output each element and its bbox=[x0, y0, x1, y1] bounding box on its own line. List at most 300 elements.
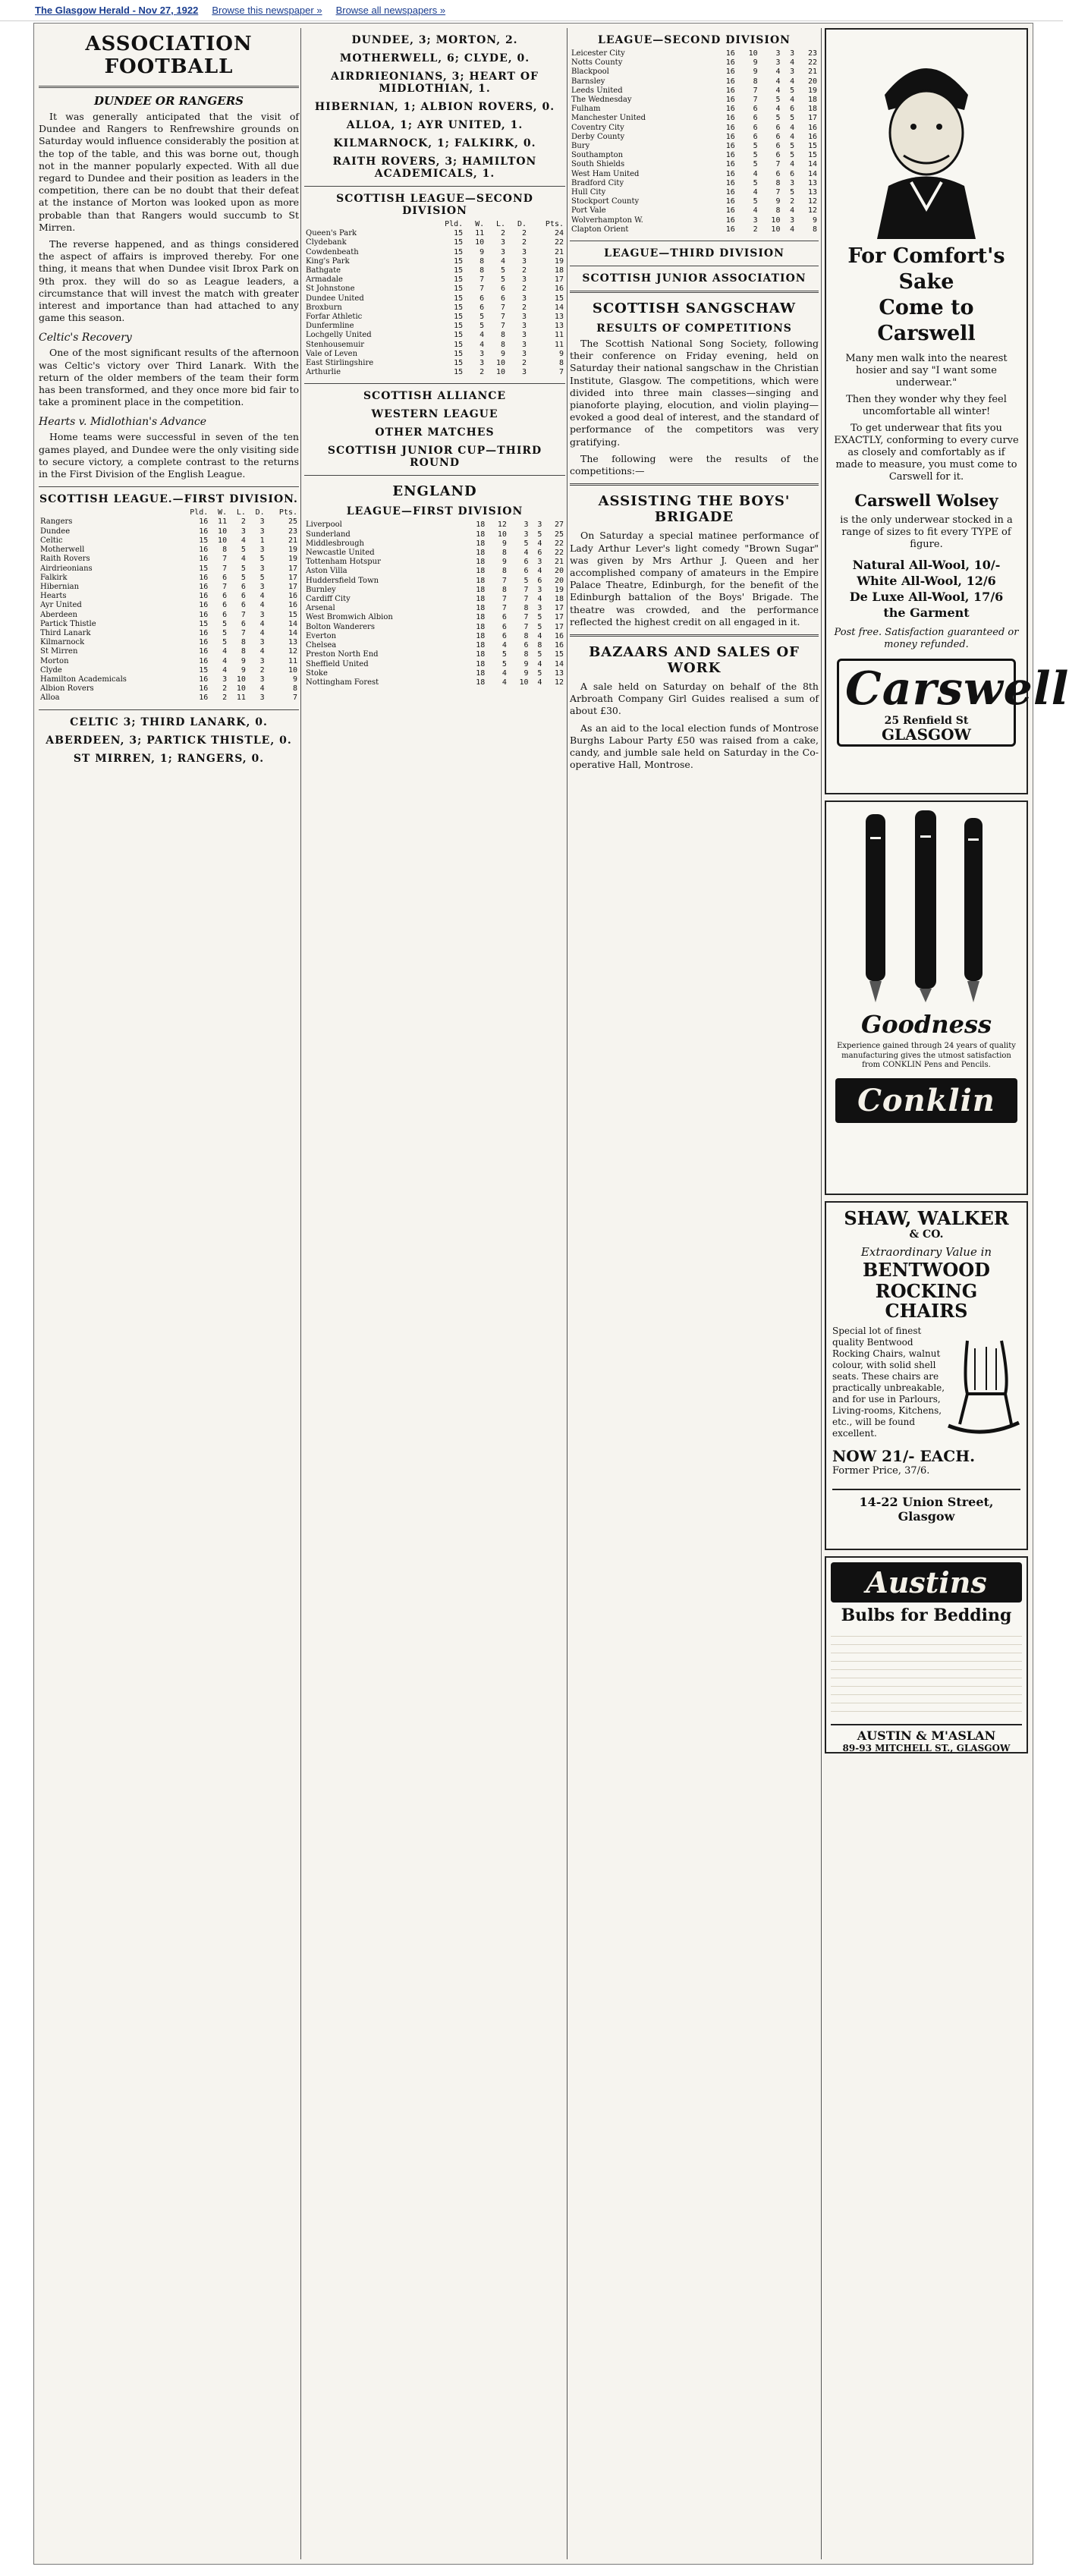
table-cell: 7 bbox=[222, 582, 228, 591]
table-cell: 16 bbox=[199, 647, 209, 656]
table-cell: 4 bbox=[501, 256, 506, 266]
table-row bbox=[304, 521, 565, 530]
table-cell: 7 bbox=[479, 285, 485, 294]
table-cell: 3 bbox=[775, 58, 781, 68]
table-row bbox=[304, 604, 565, 613]
table-cell: Tottenham Hotspur bbox=[306, 558, 381, 567]
table-row bbox=[570, 197, 819, 206]
table-row bbox=[304, 669, 565, 678]
table-cell: Vale of Leven bbox=[306, 349, 358, 358]
table-cell: 12 bbox=[288, 647, 297, 656]
table-cell: 3 bbox=[523, 530, 529, 539]
table-row bbox=[304, 229, 565, 238]
table-cell: 2 bbox=[222, 684, 228, 694]
table-row bbox=[570, 160, 819, 169]
table-cell: 16 bbox=[199, 684, 209, 694]
table-cell: 13 bbox=[288, 638, 297, 647]
table-row bbox=[304, 350, 565, 359]
table-cell: 21 bbox=[554, 558, 564, 567]
table-cell: 4 bbox=[537, 631, 542, 640]
league-table-second-division bbox=[304, 220, 565, 377]
column-1 bbox=[39, 28, 299, 2559]
table-cell: 3 bbox=[501, 247, 506, 256]
table-cell: 15 bbox=[554, 294, 564, 303]
table-cell: 11 bbox=[475, 229, 485, 238]
table-cell: 18 bbox=[476, 622, 486, 631]
table-cell: 4 bbox=[501, 678, 507, 687]
table-cell: 5 bbox=[790, 188, 795, 197]
table-cell: Bradford City bbox=[571, 178, 624, 187]
table-cell: 9 bbox=[753, 58, 758, 68]
table-cell: Alloa bbox=[40, 694, 60, 703]
table-cell: 6 bbox=[479, 294, 485, 303]
divider bbox=[39, 486, 299, 487]
table-cell: 24 bbox=[554, 229, 564, 238]
table-cell: 4 bbox=[790, 132, 795, 141]
article-paragraph: On Saturday a special matinee performance of Lady Arthur Lever's light comedy "Brown Sugar" was given by Mrs Arthur J. Queen and her accomplished company of amateurs in the Empire Palace Theatre, Edinburgh, for the benefit of the Edinburgh battalion of the Boys' Brigade. The theatre was crowded, and the performance reflected the highest credit on all engaged in it. bbox=[570, 530, 819, 627]
table-cell: 7 bbox=[775, 188, 781, 197]
table-cell: 13 bbox=[807, 178, 817, 187]
article-paragraph: The reverse happened, and as things considered the aspect of affairs is improved thereby. For one thing, it means that when Dundee visit Ibrox Park on 9th prox. they will do so as League leaders, a circumstance that will invest the match with greater interest and importance than had attached to any game this season. bbox=[39, 238, 299, 324]
table-row bbox=[304, 623, 565, 632]
table-cell: 8 bbox=[501, 340, 506, 349]
table-cell: 4 bbox=[537, 567, 542, 576]
table-cell: 3 bbox=[790, 49, 795, 58]
table-cell: 5 bbox=[259, 573, 265, 582]
table-row bbox=[304, 275, 565, 285]
table-cell: 2 bbox=[521, 238, 527, 247]
table-cell: 16 bbox=[725, 114, 735, 123]
table-cell: 6 bbox=[222, 592, 228, 601]
table-cell: 8 bbox=[775, 206, 781, 215]
table-cell: 5 bbox=[523, 576, 529, 585]
table-row bbox=[570, 124, 819, 133]
table-cell: 3 bbox=[521, 349, 527, 358]
table-cell: 18 bbox=[476, 530, 486, 539]
table-cell: 8 bbox=[241, 647, 246, 656]
table-cell: 7 bbox=[523, 622, 529, 631]
table-cell: 6 bbox=[775, 169, 781, 178]
table-cell: 12 bbox=[497, 521, 507, 530]
ad-headline: For Comfort's Sake bbox=[847, 244, 1005, 294]
table-row bbox=[304, 266, 565, 275]
carswell-logo bbox=[837, 659, 1069, 747]
table-cell: 9 bbox=[292, 675, 297, 684]
table-cell: 27 bbox=[554, 521, 564, 530]
table-cell: 4 bbox=[222, 665, 228, 675]
table-row bbox=[39, 565, 299, 574]
table-cell: 8 bbox=[241, 638, 246, 647]
table-cell: 4 bbox=[259, 628, 265, 637]
table-cell: 6 bbox=[523, 558, 529, 567]
table-cell: Bathgate bbox=[306, 266, 341, 275]
table-cell: 4 bbox=[222, 656, 228, 665]
table-cell: 16 bbox=[199, 517, 209, 527]
ad-product-name: Carswell Wolsey bbox=[854, 491, 998, 510]
table-cell: 14 bbox=[288, 619, 297, 628]
table-row bbox=[304, 257, 565, 266]
table-cell: 3 bbox=[259, 527, 265, 536]
table-cell: 4 bbox=[259, 592, 265, 601]
table-cell: King's Park bbox=[306, 256, 350, 266]
table-cell: 16 bbox=[199, 601, 209, 610]
table-cell: 16 bbox=[199, 675, 209, 684]
table-row bbox=[304, 322, 565, 331]
table-cell: 6 bbox=[501, 622, 507, 631]
newspaper-page bbox=[33, 23, 1069, 2565]
table-cell: St Mirren bbox=[40, 647, 78, 656]
section-title: Celtic's Recovery bbox=[39, 332, 132, 344]
table-row bbox=[304, 678, 565, 687]
table-cell: 2 bbox=[222, 694, 228, 703]
table-cell: 15 bbox=[454, 294, 464, 303]
table-row bbox=[304, 558, 565, 567]
price-line: White All-Wool, 12/6 bbox=[857, 574, 996, 588]
table-cell: 9 bbox=[501, 539, 507, 548]
table-header-cell: Pld. bbox=[445, 220, 464, 228]
table-cell: 4 bbox=[259, 647, 265, 656]
section-title: WESTERN LEAGUE bbox=[371, 408, 498, 421]
league-table-england-first bbox=[304, 521, 565, 687]
ad-company-name: AUSTIN & M'ASLAN bbox=[831, 1724, 1022, 1743]
table-cell: 9 bbox=[501, 349, 506, 358]
table-cell: 16 bbox=[725, 123, 735, 132]
table-row bbox=[570, 105, 819, 114]
table-cell: 18 bbox=[554, 595, 564, 604]
table-cell: 4 bbox=[790, 96, 795, 105]
table-cell: 3 bbox=[241, 527, 246, 536]
table-row bbox=[39, 517, 299, 527]
table-cell: Celtic bbox=[40, 536, 63, 545]
browse-newspaper-link[interactable]: Browse this newspaper » bbox=[212, 5, 322, 16]
table-cell: 3 bbox=[521, 294, 527, 303]
table-cell: Leicester City bbox=[571, 49, 625, 58]
table-cell: 4 bbox=[241, 555, 246, 564]
table-cell: 9 bbox=[812, 215, 817, 225]
table-cell: 16 bbox=[725, 132, 735, 141]
divider bbox=[39, 709, 299, 710]
table-cell: Manchester United bbox=[571, 114, 646, 123]
table-cell: 10 bbox=[519, 678, 529, 687]
table-cell: 7 bbox=[523, 613, 529, 622]
table-cell: 4 bbox=[775, 86, 781, 95]
table-cell: 5 bbox=[537, 622, 542, 631]
table-cell: Bolton Wanderers bbox=[306, 622, 375, 631]
table-cell: 4 bbox=[753, 206, 758, 215]
carswell-advertisement bbox=[825, 28, 1069, 794]
table-row bbox=[570, 133, 819, 142]
table-cell: 3 bbox=[259, 694, 265, 703]
table-cell: 5 bbox=[537, 668, 542, 678]
price-unit: the Garment bbox=[883, 605, 970, 620]
table-cell: 3 bbox=[521, 313, 527, 322]
table-cell: 15 bbox=[454, 285, 464, 294]
table-row bbox=[304, 660, 565, 669]
table-cell: Armadale bbox=[306, 275, 343, 285]
table-cell: 3 bbox=[259, 564, 265, 573]
section-title: SCOTTISH JUNIOR ASSOCIATION bbox=[582, 272, 806, 285]
table-cell: 5 bbox=[775, 114, 781, 123]
table-cell: 15 bbox=[454, 229, 464, 238]
table-cell: 4 bbox=[537, 539, 542, 548]
table-cell: 6 bbox=[222, 610, 228, 619]
table-cell: 6 bbox=[775, 123, 781, 132]
table-row bbox=[304, 304, 565, 313]
table-row bbox=[304, 331, 565, 340]
table-row bbox=[304, 341, 565, 350]
table-header-cell: D. bbox=[517, 220, 527, 228]
table-cell: Coventry City bbox=[571, 123, 624, 132]
table-cell: 16 bbox=[725, 169, 735, 178]
table-cell: 15 bbox=[454, 313, 464, 322]
table-cell: Sheffield United bbox=[306, 659, 369, 668]
table-cell: 2 bbox=[521, 303, 527, 312]
table-cell: 10 bbox=[218, 536, 228, 545]
table-cell: Stoke bbox=[306, 668, 328, 678]
table-cell: The Wednesday bbox=[571, 96, 632, 105]
table-cell: Dundee bbox=[40, 527, 71, 536]
table-cell: 7 bbox=[479, 275, 485, 285]
table-cell: 4 bbox=[259, 601, 265, 610]
table-cell: Ayr United bbox=[40, 601, 82, 610]
table-cell: 5 bbox=[479, 322, 485, 331]
ad-body-text: Special lot of finest quality Bentwood Rocking Chairs, walnut colour, with solid shell seats. These chairs are practically unbreakable, and for use in Parlours, Living-rooms, Kitchens, etc., will be found excellent. bbox=[832, 1326, 945, 1439]
table-cell: 4 bbox=[259, 619, 265, 628]
table-cell: 16 bbox=[807, 123, 817, 132]
table-cell: 14 bbox=[554, 659, 564, 668]
table-cell: 25 bbox=[554, 530, 564, 539]
table-cell: 8 bbox=[501, 331, 506, 340]
table-cell: Leeds United bbox=[571, 86, 623, 95]
table-cell: Lochgelly United bbox=[306, 331, 372, 340]
section-title: SCOTTISH JUNIOR CUP—THIRD ROUND bbox=[327, 445, 542, 470]
browse-all-newspapers-link[interactable]: Browse all newspapers » bbox=[335, 5, 446, 16]
table-cell: 10 bbox=[497, 530, 507, 539]
table-cell: 3 bbox=[259, 675, 265, 684]
table-cell: 5 bbox=[222, 619, 228, 628]
ad-body-text: Then they wonder why they feel uncomfortable all winter! bbox=[846, 394, 1007, 417]
table-cell: 7 bbox=[501, 595, 507, 604]
table-row bbox=[39, 694, 299, 703]
table-cell: 15 bbox=[454, 303, 464, 312]
table-cell: 8 bbox=[753, 77, 758, 86]
table-cell: 3 bbox=[537, 558, 542, 567]
table-cell: 3 bbox=[790, 68, 795, 77]
shaw-walker-advertisement bbox=[825, 1201, 1028, 1550]
table-cell: 11 bbox=[554, 340, 564, 349]
table-cell: Aston Villa bbox=[306, 567, 347, 576]
table-cell: Falkirk bbox=[40, 573, 68, 582]
table-cell: 11 bbox=[554, 331, 564, 340]
table-cell: 5 bbox=[537, 613, 542, 622]
table-cell: Motherwell bbox=[40, 546, 85, 555]
table-cell: 13 bbox=[554, 322, 564, 331]
table-header-cell: W. bbox=[475, 220, 485, 228]
table-cell: 8 bbox=[501, 585, 507, 594]
table-cell: 7 bbox=[501, 604, 507, 613]
table-cell: 6 bbox=[753, 105, 758, 114]
austins-advertisement bbox=[825, 1556, 1028, 1754]
table-cell: 11 bbox=[218, 517, 228, 527]
table-title: LEAGUE—SECOND DIVISION bbox=[598, 34, 791, 46]
table-title: SCOTTISH LEAGUE—SECOND DIVISION bbox=[336, 193, 533, 217]
table-cell: Cowdenbeath bbox=[306, 247, 359, 256]
table-cell: 3 bbox=[479, 359, 485, 368]
column-4-ads bbox=[825, 28, 1069, 2559]
table-cell: 6 bbox=[501, 613, 507, 622]
section-headline: ASSISTING THE BOYS' BRIGADE bbox=[598, 493, 791, 526]
table-title: SCOTTISH LEAGUE.—FIRST DIVISION. bbox=[39, 493, 298, 506]
table-cell: 3 bbox=[501, 238, 506, 247]
table-cell: 16 bbox=[199, 694, 209, 703]
match-report-title: DUNDEE, 3; MORTON, 2. bbox=[351, 34, 518, 46]
match-report-title: KILMARNOCK, 1; FALKIRK, 0. bbox=[333, 137, 536, 149]
table-cell: 4 bbox=[501, 668, 507, 678]
table-cell: 3 bbox=[521, 322, 527, 331]
table-cell: Arsenal bbox=[306, 604, 335, 613]
table-cell: 15 bbox=[454, 340, 464, 349]
table-cell: 5 bbox=[259, 555, 265, 564]
table-cell: 16 bbox=[288, 601, 297, 610]
table-cell: 4 bbox=[501, 641, 507, 650]
table-cell: 19 bbox=[288, 546, 297, 555]
table-cell: Rangers bbox=[40, 517, 73, 527]
table-cell: 6 bbox=[537, 576, 542, 585]
table-row bbox=[39, 555, 299, 564]
table-cell: East Stirlingshire bbox=[306, 359, 374, 368]
table-cell: 8 bbox=[479, 256, 485, 266]
table-row bbox=[304, 368, 565, 377]
table-cell: 11 bbox=[236, 694, 246, 703]
table-row bbox=[304, 577, 565, 586]
table-cell: 5 bbox=[790, 86, 795, 95]
table-cell: 2 bbox=[479, 368, 485, 377]
table-row bbox=[570, 216, 819, 225]
table-cell: 22 bbox=[554, 539, 564, 548]
table-cell: 18 bbox=[807, 96, 817, 105]
table-cell: 3 bbox=[521, 275, 527, 285]
table-cell: 16 bbox=[199, 592, 209, 601]
table-row bbox=[304, 248, 565, 257]
table-cell: 7 bbox=[501, 322, 506, 331]
table-cell: 4 bbox=[523, 549, 529, 558]
table-cell: 18 bbox=[476, 613, 486, 622]
table-cell: 7 bbox=[753, 86, 758, 95]
table-cell: 8 bbox=[222, 546, 228, 555]
table-cell: 15 bbox=[199, 564, 209, 573]
table-cell: 22 bbox=[554, 549, 564, 558]
table-row bbox=[304, 359, 565, 368]
table-row bbox=[570, 114, 819, 123]
table-cell: 16 bbox=[199, 628, 209, 637]
article-paragraph: A sale held on Saturday on behalf of the 8th Arbroath Company Girl Guides realised a sum of about £30. bbox=[570, 680, 819, 717]
table-cell: 10 bbox=[496, 368, 506, 377]
ad-fine-print-block bbox=[831, 1628, 1022, 1719]
table-cell: 22 bbox=[554, 238, 564, 247]
table-cell: 15 bbox=[454, 368, 464, 377]
table-cell: 7 bbox=[501, 313, 506, 322]
table-header-cell: Pts. bbox=[545, 220, 564, 228]
table-cell: 15 bbox=[288, 610, 297, 619]
table-cell: 19 bbox=[554, 585, 564, 594]
table-cell: Hull City bbox=[571, 188, 606, 197]
table-cell: 3 bbox=[259, 656, 265, 665]
league-table-england-second bbox=[570, 49, 819, 234]
table-cell: 17 bbox=[807, 114, 817, 123]
table-cell: 5 bbox=[753, 178, 758, 187]
table-cell: 7 bbox=[523, 595, 529, 604]
table-cell: 4 bbox=[537, 659, 542, 668]
table-row bbox=[304, 313, 565, 322]
section-headline: SCOTTISH SANGSCHAW bbox=[592, 300, 797, 317]
table-cell: 5 bbox=[790, 142, 795, 151]
table-cell: West Bromwich Albion bbox=[306, 613, 393, 622]
table-row bbox=[304, 294, 565, 304]
table-cell: 6 bbox=[222, 573, 228, 582]
table-cell: 6 bbox=[753, 132, 758, 141]
table-cell: 8 bbox=[775, 178, 781, 187]
table-cell: 8 bbox=[523, 631, 529, 640]
table-header-cell: W. bbox=[218, 508, 228, 517]
table-cell: 5 bbox=[241, 564, 246, 573]
table-cell: 18 bbox=[476, 678, 486, 687]
logo-street: Renfield St bbox=[902, 715, 969, 727]
table-cell: 15 bbox=[199, 619, 209, 628]
table-cell: 20 bbox=[554, 576, 564, 585]
table-cell: 16 bbox=[807, 132, 817, 141]
table-cell: 6 bbox=[753, 114, 758, 123]
table-cell: 9 bbox=[479, 247, 485, 256]
table-cell: 18 bbox=[476, 631, 486, 640]
match-report-title: AIRDRIEONIANS, 3; HEART OF MIDLOTHIAN, 1. bbox=[331, 71, 539, 95]
table-cell: 3 bbox=[222, 675, 228, 684]
divider bbox=[570, 291, 819, 293]
table-cell: 5 bbox=[753, 142, 758, 151]
table-cell: 15 bbox=[554, 650, 564, 659]
table-cell: 10 bbox=[496, 359, 506, 368]
newspaper-title-link[interactable]: The Glasgow Herald - Nov 27, 1922 bbox=[35, 5, 199, 16]
table-cell: 5 bbox=[790, 114, 795, 123]
table-cell: 15 bbox=[454, 349, 464, 358]
table-row bbox=[39, 601, 299, 610]
table-row bbox=[570, 151, 819, 160]
table-cell: Dunfermline bbox=[306, 322, 354, 331]
table-cell: Notts County bbox=[571, 58, 623, 68]
match-report-title: RAITH ROVERS, 3; HAMILTON ACADEMICALS, 1. bbox=[332, 156, 537, 180]
table-row bbox=[570, 49, 819, 58]
table-cell: 15 bbox=[454, 256, 464, 266]
table-cell: 4 bbox=[775, 105, 781, 114]
table-cell: 2 bbox=[521, 229, 527, 238]
table-cell: 16 bbox=[725, 160, 735, 169]
table-cell: Bury bbox=[571, 142, 590, 151]
table-cell: 18 bbox=[476, 668, 486, 678]
table-cell: Blackpool bbox=[571, 68, 609, 77]
match-report-title: CELTIC 3; THIRD LANARK, 0. bbox=[70, 716, 268, 728]
table-row bbox=[39, 620, 299, 629]
table-cell: St Johnstone bbox=[306, 285, 355, 294]
divider bbox=[39, 86, 299, 88]
fountain-pens-illustration bbox=[831, 807, 1022, 1004]
table-cell: 6 bbox=[501, 294, 506, 303]
ad-body-text: Many men walk into the nearest hosier and say "I want some underwear." bbox=[845, 353, 1008, 388]
table-cell: Wolverhampton W. bbox=[571, 215, 643, 225]
table-cell: 9 bbox=[775, 197, 781, 206]
table-row bbox=[570, 188, 819, 197]
table-title: LEAGUE—THIRD DIVISION bbox=[604, 247, 784, 260]
table-cell: 6 bbox=[241, 582, 246, 591]
table-cell: 3 bbox=[523, 521, 529, 530]
